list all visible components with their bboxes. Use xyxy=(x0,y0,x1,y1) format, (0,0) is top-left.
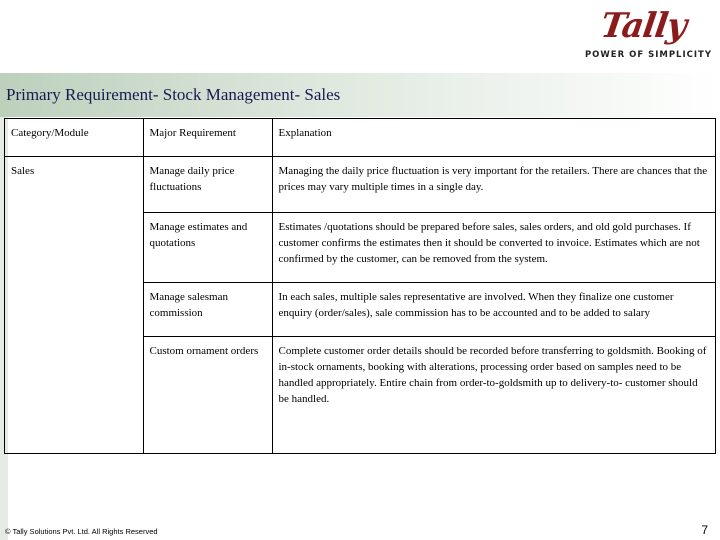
row-requirement: Manage salesman commission xyxy=(143,282,272,336)
row-requirement: Custom ornament orders xyxy=(143,336,272,453)
row-category xyxy=(5,212,143,282)
page-number: 7 xyxy=(701,523,708,537)
table-row xyxy=(5,156,715,212)
row-requirement: Manage daily price fluctuations xyxy=(143,156,272,212)
table-row xyxy=(5,212,715,282)
requirements-table xyxy=(4,118,716,454)
header-explanation: Explanation xyxy=(272,119,715,156)
header-category: Category/Module xyxy=(5,119,143,156)
copyright-footer: © Tally Solutions Pvt. Ltd. All Rights Reserved xyxy=(5,527,158,536)
header-requirement: Major Requirement xyxy=(143,119,272,156)
row-requirement: Manage estimates and quotations xyxy=(143,212,272,282)
row-category: Sales xyxy=(5,156,143,212)
row-category xyxy=(5,336,143,453)
table-header-row xyxy=(5,119,715,156)
row-explanation: Complete customer order details should be recorded before transferring to goldsmith. Booking of in-stock ornaments, booking with alterations, processing order based on samples need to be handled appropriately. Entire chain from order-to-goldsmith up to delivery-to- customer should be handled. xyxy=(278,344,707,405)
title-band xyxy=(0,73,720,117)
logo-wordmark: Tally xyxy=(598,6,689,46)
slide-title: Primary Requirement- Stock Management- Sales xyxy=(6,85,341,104)
row-category xyxy=(5,282,143,336)
row-explanation: Estimates /quotations should be prepared before sales, sales orders, and old gold purchases. If customer confirms the estimates then it should be converted to invoice. Estimates which are not confirmed by the customer, can be removed from the system. xyxy=(272,212,715,282)
logo-tagline: POWER OF SIMPLICITY xyxy=(584,50,712,60)
table-row xyxy=(5,282,715,336)
row-explanation: In each sales, multiple sales representative are involved. When they finalize one customer enquiry (order/sales), sale commission has to be accounted and to be added to salary xyxy=(272,282,715,336)
row-explanation: Managing the daily price fluctuation is very important for the retailers. There are chances that the prices may vary multiple times in a single day. xyxy=(272,156,715,212)
table-row xyxy=(5,336,715,453)
tally-logo xyxy=(584,6,712,68)
